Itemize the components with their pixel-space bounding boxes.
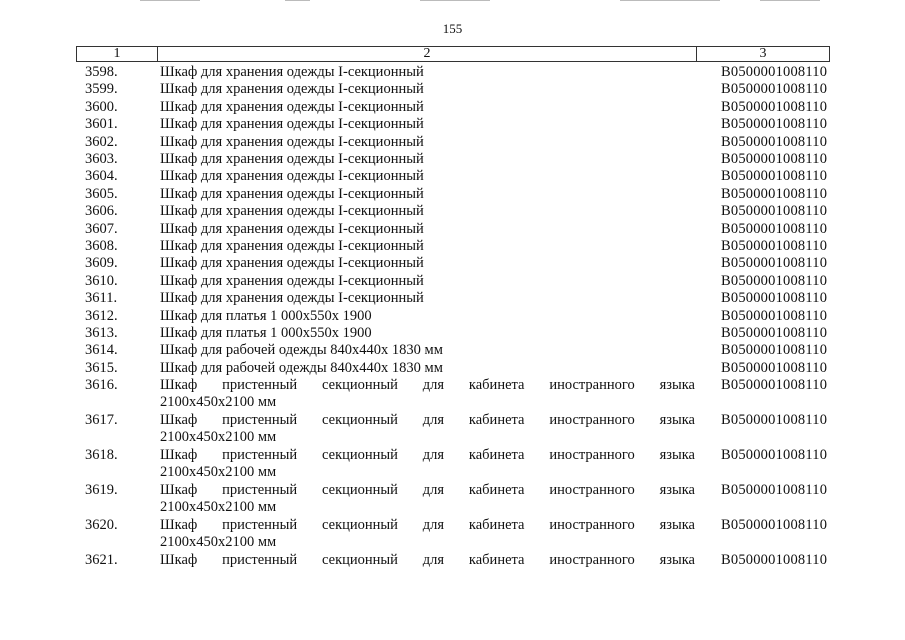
page-number: 155 [442, 21, 463, 36]
row-number: 3615. [85, 359, 118, 376]
row-name [160, 203, 695, 220]
column-header-2: 2 [157, 46, 697, 62]
name-word: языка [659, 517, 695, 534]
row-name [160, 552, 695, 569]
name-word: языка [659, 447, 695, 464]
name-text: Шкаф для хранения одежды I-секционный [160, 220, 424, 237]
name-word: Шкаф [160, 552, 198, 569]
name-word: для [422, 552, 445, 569]
row-code: B0500001008110 [721, 151, 828, 167]
row-name [160, 412, 695, 446]
name-continuation: 2100x450x2100 мм [160, 464, 277, 481]
row-code: B0500001008110 [721, 238, 828, 254]
name-word: пристенный [222, 517, 298, 534]
name-text: Шкаф для платья 1 000x550x 1900 [160, 325, 372, 341]
name-text: Шкаф для платья 1 000x550x 1900 [160, 307, 372, 324]
name-word: для [422, 412, 445, 429]
name-word: Шкаф [160, 447, 198, 464]
row-name [160, 255, 695, 272]
row-number: 3616. [85, 377, 118, 394]
row-name [160, 151, 695, 168]
row-code: B0500001008110 [721, 482, 828, 499]
row-number: 3604. [85, 168, 118, 185]
row-number: 3609. [85, 255, 118, 272]
row-number: 3600. [85, 98, 118, 115]
column-header-1: 1 [76, 46, 158, 62]
name-word: иностранного [549, 447, 635, 464]
name-word: пристенный [222, 447, 298, 464]
name-word: кабинета [468, 552, 525, 569]
row-number: 3617. [85, 412, 118, 429]
row-code: B0500001008110 [721, 359, 828, 376]
name-text: Шкаф для хранения одежды I-секционный [160, 168, 424, 185]
name-word: иностранного [549, 377, 635, 394]
row-name [160, 360, 695, 377]
row-number: 3614. [85, 342, 118, 359]
name-continuation: 2100x450x2100 мм [160, 394, 277, 411]
name-word: пристенный [222, 377, 298, 394]
row-code: B0500001008110 [721, 81, 828, 98]
row-number: 3621. [85, 552, 118, 569]
name-word: Шкаф [160, 377, 198, 394]
row-name [160, 308, 695, 325]
row-code: B0500001008110 [721, 272, 828, 289]
name-word: секционный [322, 377, 398, 394]
name-word: пристенный [222, 482, 298, 499]
row-code: B0500001008110 [721, 98, 828, 115]
name-word: Шкаф [160, 517, 198, 534]
row-name [160, 168, 695, 185]
column-header-3: 3 [696, 46, 830, 62]
row-name [160, 99, 695, 116]
row-name [160, 81, 695, 98]
name-word: Шкаф [160, 412, 198, 429]
row-name [160, 482, 695, 516]
name-text: Шкаф для хранения одежды I-секционный [160, 238, 424, 254]
name-continuation: 2100x450x2100 мм [160, 429, 277, 446]
name-word: для [422, 447, 445, 464]
name-text: Шкаф для хранения одежды I-секционный [160, 255, 424, 272]
row-name [160, 342, 695, 359]
name-text: Шкаф для хранения одежды I-секционный [160, 116, 424, 133]
name-word: кабинета [468, 412, 525, 429]
row-number: 3601. [85, 116, 118, 133]
name-continuation: 2100x450x2100 мм [160, 534, 277, 551]
row-name [160, 134, 695, 151]
name-word: языка [659, 377, 695, 394]
name-word: пристенный [222, 412, 298, 429]
name-text: Шкаф для хранения одежды I-секционный [160, 133, 424, 150]
name-word: языка [659, 412, 695, 429]
row-name [160, 64, 695, 81]
row-code: B0500001008110 [721, 517, 828, 534]
row-code: B0500001008110 [721, 220, 828, 237]
row-number: 3613. [85, 325, 118, 341]
name-word: для [422, 482, 445, 499]
name-text: Шкаф для хранения одежды I-секционный [160, 64, 424, 80]
row-number: 3603. [85, 151, 118, 167]
row-number: 3619. [85, 482, 118, 499]
row-code: B0500001008110 [721, 447, 828, 464]
name-text: Шкаф для рабочей одежды 840x440x 1830 мм [160, 359, 443, 376]
name-word: секционный [322, 482, 398, 499]
name-word: иностранного [549, 552, 635, 569]
row-name [160, 116, 695, 133]
row-code: B0500001008110 [721, 412, 828, 429]
row-code: B0500001008110 [721, 290, 828, 307]
name-text: Шкаф для хранения одежды I-секционный [160, 203, 424, 220]
name-text: Шкаф для хранения одежды I-секционный [160, 272, 424, 289]
name-word: секционный [322, 552, 398, 569]
row-number: 3606. [85, 203, 118, 220]
row-number: 3620. [85, 517, 118, 534]
name-word: секционный [322, 517, 398, 534]
row-number: 3618. [85, 447, 118, 464]
row-code: B0500001008110 [721, 203, 828, 220]
row-name [160, 186, 695, 203]
name-word: кабинета [468, 447, 525, 464]
name-word: для [422, 517, 445, 534]
name-word: языка [659, 552, 695, 569]
row-name [160, 325, 695, 342]
row-code: B0500001008110 [721, 168, 828, 185]
row-name [160, 238, 695, 255]
row-code: B0500001008110 [721, 185, 828, 202]
row-code: B0500001008110 [721, 307, 828, 324]
row-code: B0500001008110 [721, 342, 828, 359]
name-text: Шкаф для рабочей одежды 840x440x 1830 мм [160, 342, 443, 359]
row-number: 3599. [85, 81, 118, 98]
name-text: Шкаф для хранения одежды I-секционный [160, 290, 424, 307]
row-code: B0500001008110 [721, 377, 828, 394]
name-word: языка [659, 482, 695, 499]
row-code: B0500001008110 [721, 116, 828, 133]
row-number: 3610. [85, 272, 118, 289]
row-number: 3611. [85, 290, 118, 307]
row-code: B0500001008110 [721, 133, 828, 150]
row-number: 3612. [85, 307, 118, 324]
name-word: иностранного [549, 412, 635, 429]
name-word: Шкаф [160, 482, 198, 499]
row-name [160, 221, 695, 238]
name-word: кабинета [468, 517, 525, 534]
row-code: B0500001008110 [721, 255, 828, 272]
name-word: секционный [322, 412, 398, 429]
row-code: B0500001008110 [721, 64, 828, 80]
row-code: B0500001008110 [721, 325, 828, 341]
row-name [160, 290, 695, 307]
name-text: Шкаф для хранения одежды I-секционный [160, 81, 424, 98]
name-word: для [422, 377, 445, 394]
row-number: 3605. [85, 185, 118, 202]
name-word: секционный [322, 447, 398, 464]
row-name [160, 273, 695, 290]
name-word: иностранного [549, 482, 635, 499]
name-word: пристенный [222, 552, 298, 569]
name-text: Шкаф для хранения одежды I-секционный [160, 151, 424, 167]
row-name [160, 517, 695, 551]
row-name [160, 377, 695, 411]
row-name [160, 447, 695, 481]
row-number: 3607. [85, 220, 118, 237]
row-number: 3608. [85, 238, 118, 254]
row-number: 3598. [85, 64, 118, 80]
name-text: Шкаф для хранения одежды I-секционный [160, 185, 424, 202]
name-word: иностранного [549, 517, 635, 534]
name-continuation: 2100x450x2100 мм [160, 499, 277, 516]
name-word: кабинета [468, 377, 525, 394]
name-word: кабинета [468, 482, 525, 499]
row-code: B0500001008110 [721, 552, 828, 569]
name-text: Шкаф для хранения одежды I-секционный [160, 98, 424, 115]
row-number: 3602. [85, 133, 118, 150]
